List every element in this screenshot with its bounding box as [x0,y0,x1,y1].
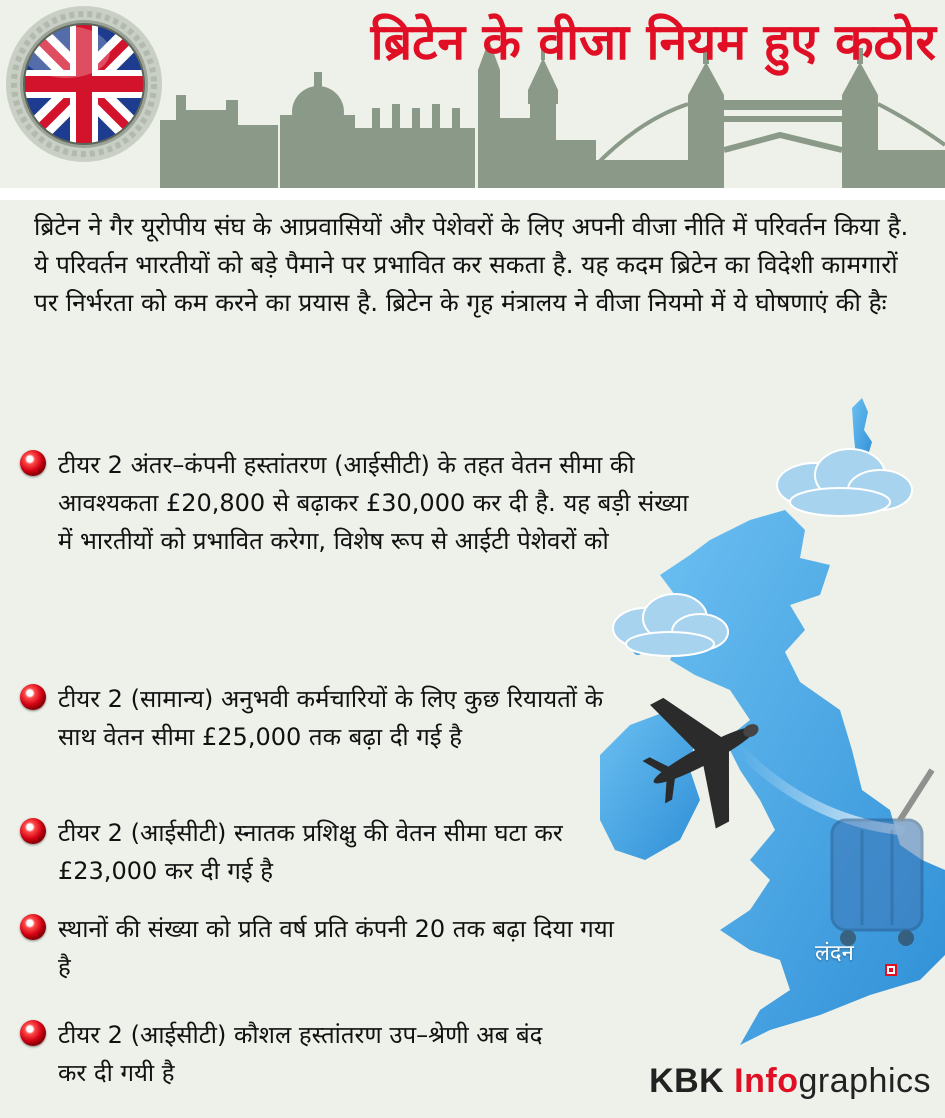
bullet-text: टीयर 2 अंतर–कंपनी हस्तांतरण (आईसीटी) के तहत वेतन सीमा की आवश्यकता £20,800 से बढ़ाकर £30,000 कर दी है. यह बड़ी संख्या में भारतीयों को प्रभावित करेगा, विशेष रूप से आईटी पेशेवरों को [58,451,689,555]
bullet-text: स्थानों की संख्या को प्रति वर्ष प्रति कंपनी 20 तक बढ़ा दिया गया है [58,915,614,981]
brand-logo [649,1062,931,1101]
bullet-dot-icon [20,1020,46,1046]
bullet-text: टीयर 2 (सामान्य) अनुभवी कर्मचारियों के लिए कुछ रियायतों के साथ वेतन सीमा £25,000 तक बढ़ा दी गई है [58,685,604,751]
london-marker-icon [885,964,897,976]
list-item [20,680,618,756]
cloud-icon [777,449,912,516]
bullet-dot-icon [20,450,46,476]
bullet-dot-icon [20,818,46,844]
london-label: लंदन [815,941,854,966]
bullet-dot-icon [20,914,46,940]
brand-part2: Info [734,1062,799,1100]
bullet-text: टीयर 2 (आईसीटी) स्नातक प्रशिक्षु की वेतन सीमा घटा कर £23,000 कर दी गई है [58,819,563,885]
bullet-text: टीयर 2 (आईसीटी) कौशल हस्तांतरण उप–श्रेणी अब बंद कर दी गयी है [58,1021,543,1087]
list-item [20,1016,578,1092]
list-item [20,910,618,986]
uk-map-icon [600,390,945,1090]
page-title: ब्रिटेन के वीजा नियम हुए कठोर [370,13,936,71]
list-item [20,814,638,890]
bullet-dot-icon [20,684,46,710]
brand-part3: graphics [798,1062,931,1100]
intro-paragraph: ब्रिटेन ने गैर यूरोपीय संघ के आप्रवासियों और पेशेवरों के लिए अपनी वीजा नीति में परिवर्तन किया है. ये परिवर्तन भारतीयों को बड़े पैमाने पर प्रभावित कर सकता है. यह कदम ब्रिटेन का विदेशी कामगारों पर निर्भरता को कम करने का प्रयास है. ब्रिटेन के गृह मंत्रालय ने वीजा नियमो में ये घोषणाएं की हैः [34,212,909,317]
uk-flag-emblem-icon [4,4,164,164]
brand-part1: KBK [649,1062,735,1100]
